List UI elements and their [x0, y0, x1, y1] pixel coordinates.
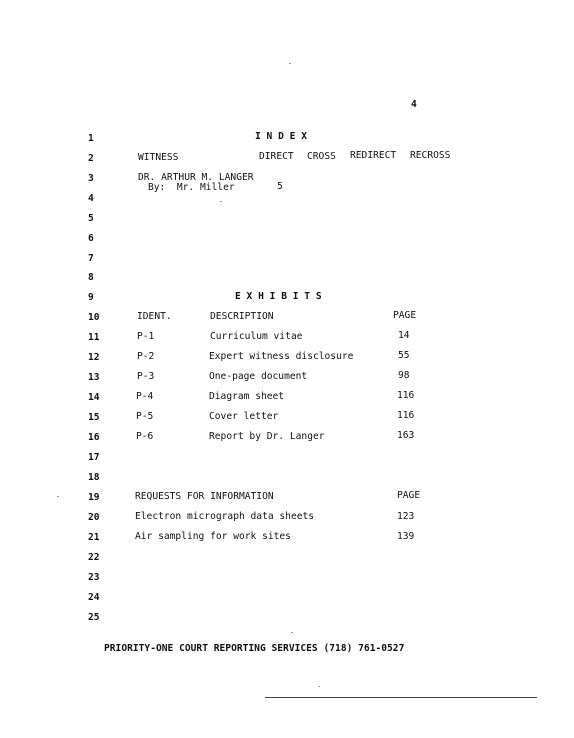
- line-number: 10: [88, 312, 100, 323]
- exhibits-title: E X H I B I T S: [235, 291, 322, 302]
- line-number: 19: [88, 492, 100, 503]
- line-number: 23: [88, 572, 100, 583]
- line-number: 24: [88, 592, 100, 603]
- exhibit-description: Curriculum vitae: [210, 331, 303, 342]
- line-number: 2: [88, 153, 94, 164]
- scan-speck: [318, 686, 320, 687]
- exhibit-ident: P-6: [136, 431, 154, 442]
- line-number: 7: [88, 253, 94, 264]
- request-page: 139: [397, 531, 415, 542]
- exhibit-ident: P-4: [136, 391, 154, 402]
- line-number: 8: [88, 272, 94, 283]
- exhibit-description: Cover letter: [209, 411, 279, 422]
- line-number: 25: [88, 612, 100, 623]
- index-header-direct: DIRECT: [259, 151, 294, 162]
- exhibit-description: Diagram sheet: [209, 391, 285, 402]
- line-number: 17: [88, 452, 100, 463]
- exhibit-page: 116: [397, 410, 415, 421]
- exhibit-ident: P-3: [137, 371, 155, 382]
- scan-edge-line: [265, 697, 537, 698]
- index-header-cross: CROSS: [307, 151, 336, 162]
- line-number: 6: [88, 233, 94, 244]
- exhibit-page: 116: [397, 390, 415, 401]
- exhibits-header-page: PAGE: [393, 310, 417, 321]
- page-number: 4: [411, 99, 417, 110]
- line-number: 1: [88, 133, 94, 144]
- line-number: 16: [88, 432, 100, 443]
- line-number: 21: [88, 532, 100, 543]
- exhibit-ident: P-2: [137, 351, 155, 362]
- exhibit-page: 14: [398, 330, 410, 341]
- index-title: I N D E X: [255, 131, 307, 142]
- witness-name: DR. ARTHUR M. LANGER: [138, 172, 254, 183]
- exhibit-description: One-page document: [209, 371, 308, 382]
- requests-page-header: PAGE: [397, 490, 421, 501]
- exhibit-description: Expert witness disclosure: [209, 351, 354, 362]
- scan-speck: [289, 63, 291, 64]
- request-page: 123: [397, 511, 415, 522]
- line-number: 11: [88, 332, 100, 343]
- index-header-witness: WITNESS: [138, 152, 179, 163]
- exhibits-header-description: DESCRIPTION: [210, 311, 274, 322]
- exhibit-page: 98: [398, 370, 410, 381]
- scan-speck: [220, 201, 222, 202]
- line-number: 13: [88, 372, 100, 383]
- exhibit-ident: P-5: [136, 411, 154, 422]
- line-number: 5: [88, 213, 94, 224]
- line-number: 15: [88, 412, 100, 423]
- direct-page: 5: [277, 181, 283, 192]
- line-number: 22: [88, 552, 100, 563]
- line-number: 20: [88, 512, 100, 523]
- line-number: 18: [88, 472, 100, 483]
- footer-reporter: PRIORITY-ONE COURT REPORTING SERVICES (718) 761-0527: [104, 643, 405, 654]
- examiner: By: Mr. Miller: [148, 182, 235, 193]
- scan-speck: [291, 632, 293, 633]
- line-number: 14: [88, 392, 100, 403]
- index-header-redirect: REDIRECT: [350, 150, 397, 161]
- request-description: Air sampling for work sites: [135, 531, 291, 542]
- exhibit-page: 55: [398, 350, 410, 361]
- request-description: Electron micrograph data sheets: [135, 511, 315, 522]
- requests-header: REQUESTS FOR INFORMATION: [135, 491, 274, 502]
- exhibit-description: Report by Dr. Langer: [209, 431, 325, 442]
- line-number: 3: [88, 173, 94, 184]
- exhibit-page: 163: [397, 430, 415, 441]
- exhibits-header-ident: IDENT.: [137, 311, 172, 322]
- scan-speck: [57, 496, 59, 497]
- line-number: 9: [88, 292, 94, 303]
- line-number: 4: [88, 193, 94, 204]
- exhibit-ident: P-1: [137, 331, 155, 342]
- index-header-recross: RECROSS: [410, 150, 451, 161]
- line-number: 12: [88, 352, 100, 363]
